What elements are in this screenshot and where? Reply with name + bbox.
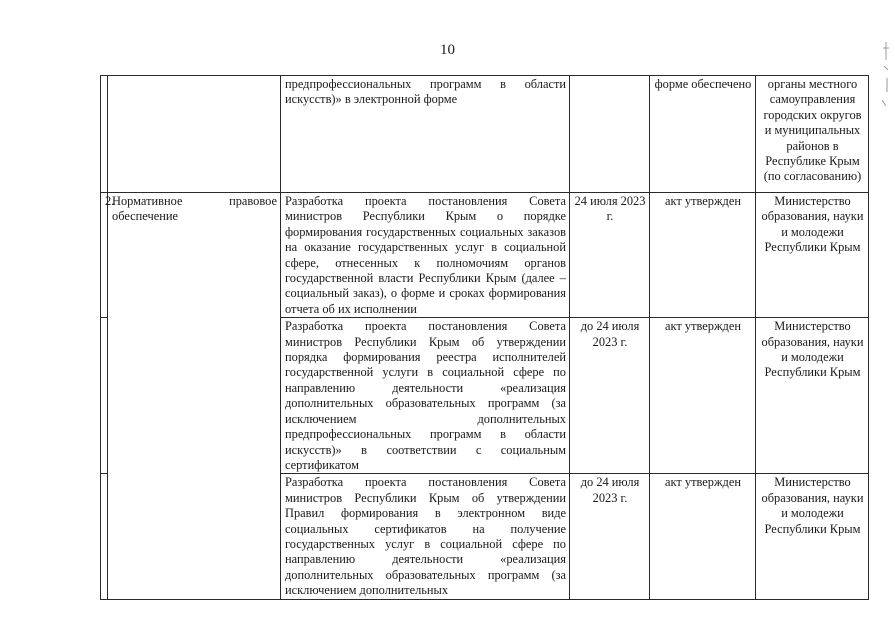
row-number <box>101 76 108 193</box>
row-number: 2. <box>101 193 108 318</box>
section-title <box>108 76 281 193</box>
result: акт утвержден <box>650 193 756 318</box>
deadline: до 24 июля 2023 г. <box>570 318 650 474</box>
deadline: до 24 июля 2023 г. <box>570 474 650 599</box>
row-number <box>101 474 108 599</box>
executor: органы местного самоуправления городских округов и муниципальных районов в Республике Крым (по согласованию) <box>756 76 869 193</box>
executor: Министерство образования, науки и молодежи Республики Крым <box>756 193 869 318</box>
section-title: Нормативное правовое обеспечение <box>108 193 281 600</box>
table-row <box>101 193 869 318</box>
executor: Министерство образования, науки и молодежи Республики Крым <box>756 318 869 474</box>
result: акт утвержден <box>650 318 756 474</box>
result: форме обеспечено <box>650 76 756 193</box>
plan-table <box>100 75 869 600</box>
page-number: 10 <box>440 42 455 58</box>
result: акт утвержден <box>650 474 756 599</box>
deadline <box>570 76 650 193</box>
row-number <box>101 318 108 474</box>
executor: Министерство образования, науки и молодежи Республики Крым <box>756 474 869 599</box>
scan-edge-marks <box>878 40 890 110</box>
measure-text: Разработка проекта постановления Совета министров Республики Крым о порядке формирования государственных социальных заказов на оказание государственных услуг в социальной сфере, отнесенных к полномочиям органов государственной власти Республики Крым (далее – социальный заказ), о форме и сроках формирования отчета об их исполнении <box>281 193 570 318</box>
table-row <box>101 76 869 193</box>
deadline: 24 июля 2023 г. <box>570 193 650 318</box>
measure-text: Разработка проекта постановления Совета министров Республики Крым об утверждении Правил формирования в электронном виде социальных сертификатов на получение государственных услуг в социальной сфере по направлению деятельности «реализация дополнительных образовательных программ (за исключением дополнительных <box>281 474 570 599</box>
measure-text: Разработка проекта постановления Совета министров Республики Крым об утверждении порядка формирования реестра исполнителей государственной услуги в социальной сфере по направлению деятельности «реализация дополнительных образовательных программ (за исключением дополнительных предпрофессиональных программ в области искусств)» в соответствии с социальным сертификатом <box>281 318 570 474</box>
measure-text: предпрофессиональных программ в области искусств)» в электронной форме <box>281 76 570 193</box>
